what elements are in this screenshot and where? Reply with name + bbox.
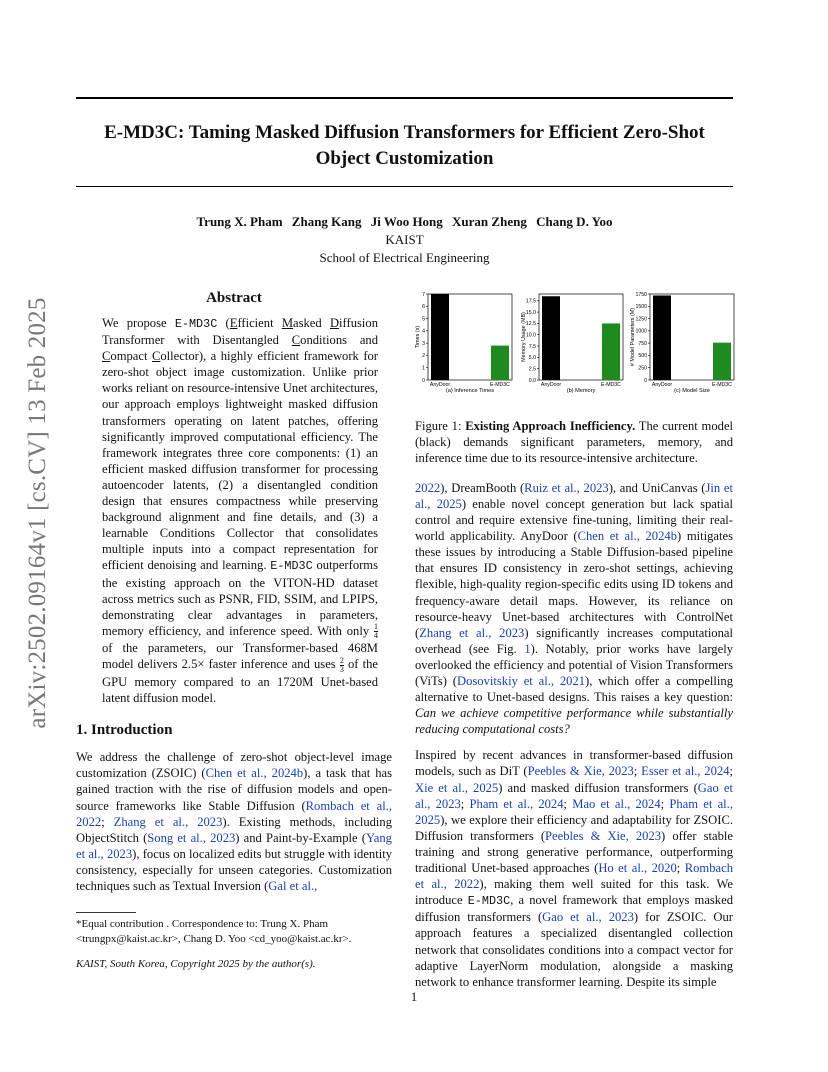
y-tick-label: 10.0 (525, 332, 536, 339)
author-5: Chang D. Yoo (536, 214, 613, 229)
cite-ho-2020[interactable]: Ho et al., 2020 (598, 861, 677, 876)
x-tick-label: AnyDoor (540, 382, 562, 388)
ref-fig-1[interactable]: 1 (524, 641, 531, 656)
x-tick-label: E-MD3C (490, 382, 510, 388)
y-tick-label: 1500 (635, 304, 647, 311)
footnote-rule (76, 912, 136, 913)
cite-rombach-2022[interactable]: Rombach et al., 2022 (76, 798, 392, 829)
author-3: Ji Woo Hong (370, 214, 443, 229)
cite-esser-2024[interactable]: Esser et al., 2024 (641, 764, 730, 779)
y-tick-label: 0 (422, 377, 425, 384)
cite-rombach-2022-2[interactable]: Rombach et al., 2022 (415, 861, 734, 892)
y-tick-label: 6 (422, 304, 425, 311)
title-line-1: E-MD3C: Taming Masked Diffusion Transformers for Efficient Zero-Shot (104, 122, 705, 143)
title-top-rule (76, 97, 733, 99)
y-tick-label: 2 (422, 353, 425, 360)
y-tick-label: 1750 (635, 291, 647, 298)
y-tick-label: 1 (422, 365, 425, 372)
y-tick-label: 1000 (635, 328, 647, 335)
right-paragraph-2: Inspired by recent advances in transformer-based diffusion models, such as DiT (Peebles & Xie, 2023; Esser et al., 2024; Xie et al., 2025) and masked diffusion transformers (Gao et al., 2023; Pham et al., 2024; Mao et al., 2024; Pham et al., 2025), we explore their efficiency and adaptability for ZSOIC. Diffusion transformers (Peebles & Xie, 2023) offer stable training and strong generative performance, outperforming traditional Unet-based approaches (Ho et al., 2020; Rombach et al., 2022), making them well suited for this task. We introduce E-MD3C, a novel framework that employs masked diffusion transformers (Gao et al., 2023) for ZSOIC. Our approach features a specialized disentangled collection network that consolidates conditions into a compact vector for adaptive LayerNorm modulation, alongside a masking network to enhance transformer learning. Despite its simple (415, 748, 734, 989)
x-tick-label: AnyDoor (651, 382, 673, 388)
author-names (76, 213, 733, 231)
page-number: 1 (410, 990, 418, 1004)
cite-chen-2024b-2[interactable]: Chen et al., 2024b (577, 529, 677, 544)
y-tick-label: 7.5 (528, 343, 536, 350)
cite-gao-2023-2[interactable]: Gao et al., 2023 (542, 910, 634, 925)
author-2: Zhang Kang (291, 214, 362, 229)
cite-jin-2025[interactable]: Jin et al., 2025 (415, 480, 733, 511)
x-axis-label: (c) Model Size (674, 388, 710, 394)
author-4: Xuran Zheng (452, 214, 527, 229)
caption-bold: Existing Approach Inefficiency. (465, 418, 636, 433)
left-column (76, 290, 392, 894)
cite-pham-2025[interactable]: Pham et al., 2025 (415, 796, 733, 827)
y-tick-label: 3 (422, 340, 425, 347)
chart-inference-times (415, 292, 512, 394)
author-1: Trung X. Pham (196, 214, 283, 229)
bar-e-md3c (491, 346, 509, 380)
affiliation: KAIST (385, 232, 424, 247)
y-tick-label: 2.5 (528, 366, 536, 373)
bar-anydoor (431, 294, 449, 380)
cite-zhang-2023[interactable]: Zhang et al., 2023 (113, 814, 223, 829)
cite-xie-2025[interactable]: Xie et al., 2025 (415, 780, 499, 795)
copyright (76, 958, 316, 970)
y-tick-label: 250 (638, 365, 647, 372)
bar-e-md3c (602, 323, 620, 380)
y-tick-label: 750 (638, 340, 647, 347)
cite-song-2023[interactable]: Song et al., 2023 (147, 830, 236, 845)
intro-paragraph-1: We address the challenge of zero-shot object-level image customization (ZSOIC) (Chen et al., 2024b), a task that has gained traction with the rise of diffusion models and open-source frameworks like Stable Diffusion (Rombach et al., 2022; Zhang et al., 2023). Existing methods, including ObjectStitch (Song et al., 2023) and Paint-by-Example (Yang et al., 2023), focus on localized edits but struggle with identity consistency, especially for unseen categories. Customization techniques such as Textual Inversion (Gal et al., (76, 750, 392, 894)
x-tick-label: AnyDoor (429, 382, 451, 388)
abstract-body: We propose E-MD3C (Efficient Masked Diffusion Transformer with Disentangled Conditions and Compact Collector), a highly efficient framework for zero-shot object image customization. Unlike prior works reliant on resource-intensive Unet architectures, our approach employs lightweight masked diffusion transformers operating on latent patches, offering significantly improved computational efficiency. The framework integrates three core components: (1) an efficient masked diffusion transformer for processing autoencoder latents, (2) a disentangled condition design that ensures compactness while preserving background alignment and fine details, and (3) a learnable Conditions Collector that consolidates multiple inputs into a compact representation for efficient denoising and learning. E-MD3C outperforms the existing approach on the VITON-HD dataset across metrics such as PSNR, FID, SSIM, and LPIPS, demonstrating clear advantages in parameters, memory efficiency, and inference speed. With only $\frac{1}{4}$ of the parameters, our Transformer-based 468M model delivers 2.5× faster inference and uses $\frac{2}{3}$ of the GPU memory compared to an 1720M Unet-based latent diffusion model. (102, 316, 379, 706)
figure-1-caption (415, 418, 733, 466)
paper-title (76, 120, 733, 172)
cite-dosovitskiy-2021[interactable]: Dosovitskiy et al., 2021 (456, 674, 586, 688)
y-tick-label: 1250 (635, 316, 647, 323)
cite-peebles-2023[interactable]: Peebles & Xie, 2023 (527, 764, 634, 779)
y-tick-label: 15.0 (525, 309, 536, 316)
y-tick-label: 500 (638, 353, 647, 360)
footnote (76, 912, 392, 947)
author-block (76, 213, 733, 267)
cite-pham-2024[interactable]: Pham et al., 2024 (469, 796, 564, 811)
caption-rest: The current model (black) demands significant parameters, memory, and inference time due to its resource-intensive architecture. (415, 418, 734, 465)
cite-mao-2024[interactable]: Mao et al., 2024 (572, 796, 661, 811)
cite-peebles-2023-2[interactable]: Peebles & Xie, 2023 (545, 828, 662, 843)
bar-anydoor (542, 296, 560, 380)
x-axis-label: (a) Inference Times (445, 388, 495, 394)
y-tick-label: 5.0 (528, 355, 536, 362)
cite-gao-2023[interactable]: Gao et al., 2023 (415, 780, 733, 811)
x-axis-label: (b) Memory (566, 388, 596, 394)
y-tick-label: 0 (644, 377, 647, 384)
footnote-text: *Equal contribution . Correspondence to: Trung X. Pham <trungpx@kaist.ac.kr>, Chang D. Yoo <cd_yoo@kaist.ac.kr>. (76, 918, 352, 945)
bar-e-md3c (713, 343, 731, 380)
cite-yang-2023[interactable]: Yang et al., 2023 (76, 830, 392, 861)
cite-gal-2022[interactable]: 2022 (415, 480, 441, 495)
title-bottom-rule (76, 186, 733, 187)
figure-1-charts (410, 288, 736, 400)
copyright-text: KAIST, South Korea, Copyright 2025 by the author(s). (76, 958, 316, 970)
x-tick-label: E-MD3C (712, 382, 732, 388)
department: School of Electrical Engineering (319, 250, 490, 265)
y-axis-label: Times (s) (415, 325, 421, 349)
chart-memory (521, 294, 623, 394)
cite-ruiz-2023[interactable]: Ruiz et al., 2023 (524, 480, 609, 495)
y-tick-label: 7 (422, 291, 425, 298)
title-line-2: Object Customization (315, 148, 494, 169)
cite-chen-2024b[interactable]: Chen et al., 2024b (205, 766, 304, 781)
right-column (415, 405, 733, 990)
y-tick-label: 5 (422, 316, 425, 323)
y-tick-label: 17.5 (525, 298, 536, 305)
right-paragraph-1: 2022), DreamBooth (Ruiz et al., 2023), and UniCanvas (Jin et al., 2025) enable novel concept generation but lack spatial control and require extensive fine-tuning, limiting their real-world applicability. AnyDoor (Chen et al., 2024b) mitigates these issues by introducing a Stable Diffusion-based pipeline that ensures ID consistency in zero-shot settings, achieving flexible, high-quality region-specific edits using ID tokens and frequency-aware detail maps. However, its reliance on resource-heavy Unet-based architectures with ControlNet (Zhang et al., 2023) significantly increases computational overhead (see Fig. 1). Notably, prior works have largely overlooked the efficiency and potential of Vision Transformers (ViTs) (Dosovitskiy et al., 2021), which offer a compelling alternative to Unet-based designs. This raises a key question: Can we achieve competitive performance while substantially reducing computational costs? (415, 480, 734, 737)
abstract-heading: Abstract (206, 290, 262, 306)
chart-model-size (630, 292, 734, 394)
y-axis-label: Memory Usage (MB) (521, 312, 527, 362)
y-tick-label: 0.0 (528, 377, 536, 384)
y-axis-label: # Model Parameters (M) (630, 307, 636, 367)
y-tick-label: 4 (422, 328, 425, 335)
caption-label: Figure 1: (415, 418, 462, 433)
cite-gal[interactable]: Gal et al., (268, 879, 318, 894)
section-1-heading: 1. Introduction (76, 722, 173, 739)
x-tick-label: E-MD3C (601, 382, 621, 388)
bar-anydoor (653, 295, 671, 380)
y-tick-label: 12.5 (525, 321, 536, 328)
arxiv-stamp-text: arXiv:2502.09164v1 [cs.CV] 13 Feb 2025 (24, 297, 51, 729)
arxiv-stamp (18, 278, 58, 748)
cite-zhang-2023-2[interactable]: Zhang et al., 2023 (419, 625, 525, 640)
